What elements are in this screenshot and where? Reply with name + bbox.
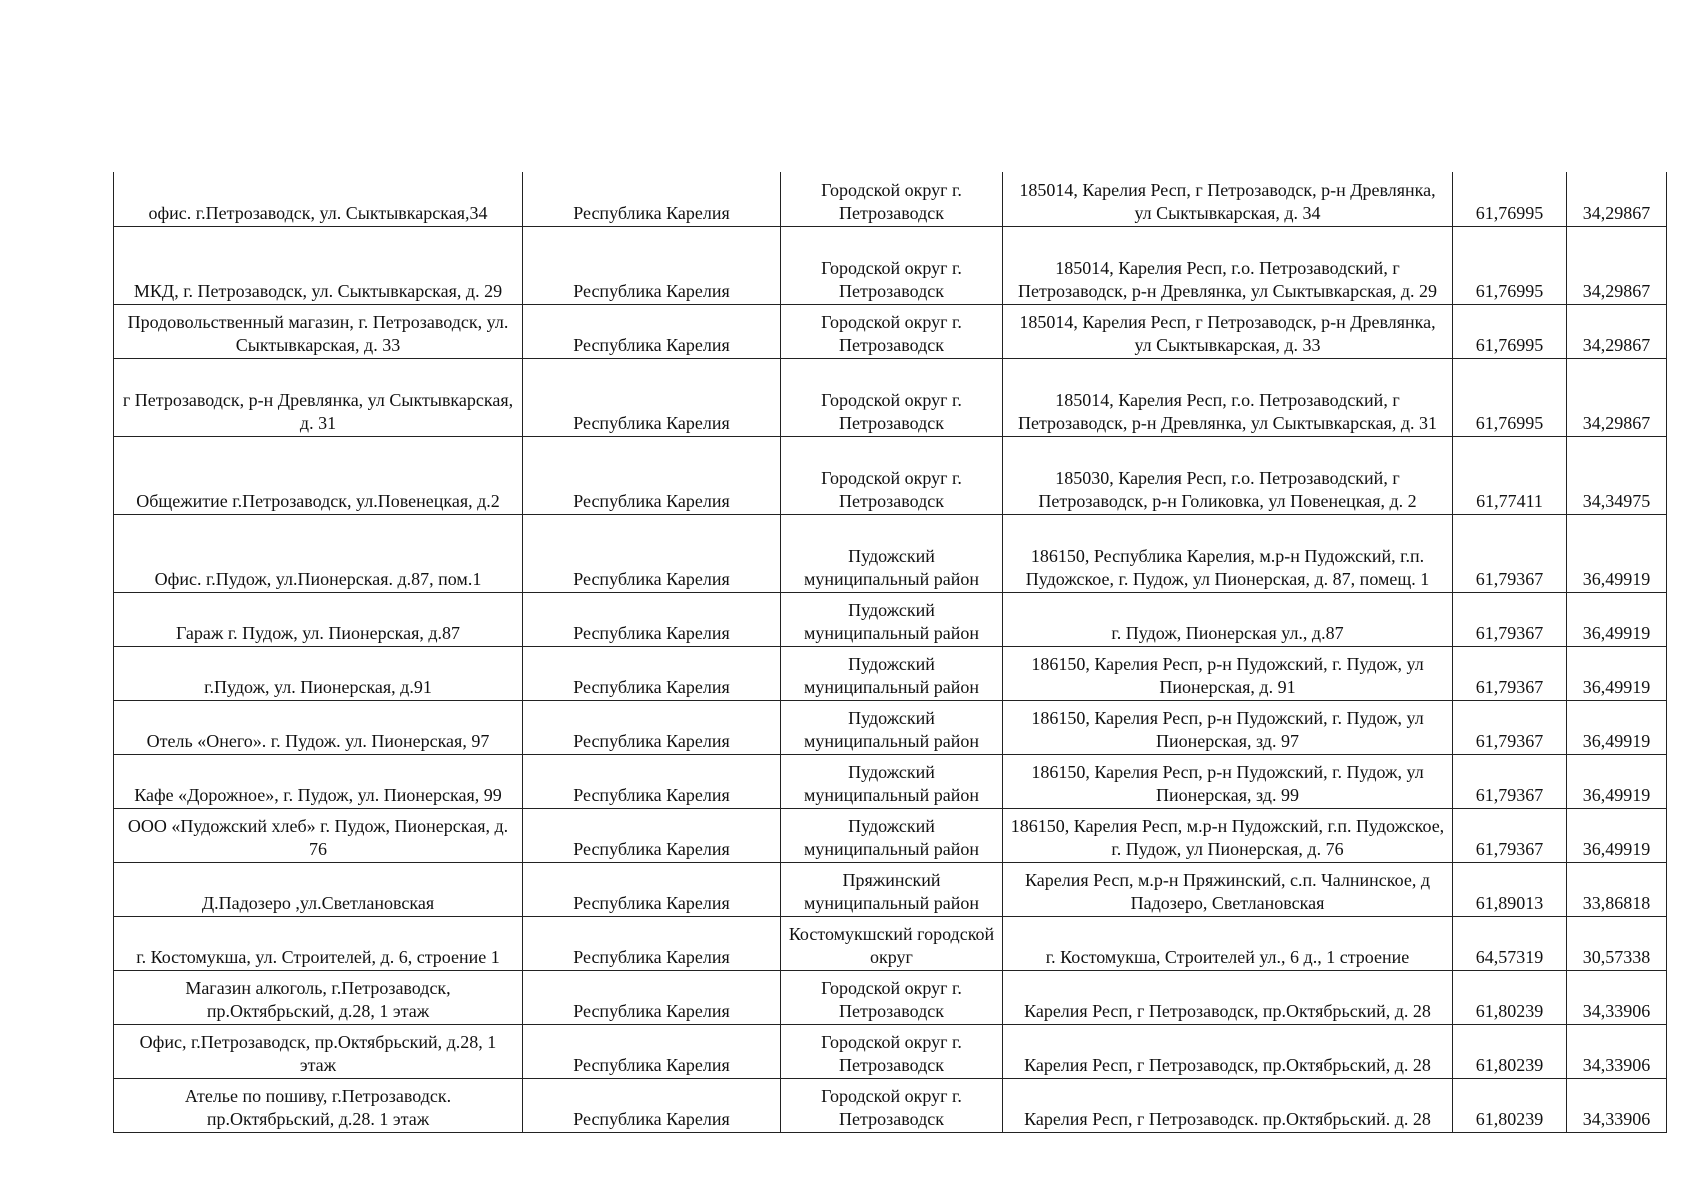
- cell-object-name: Гараж г. Пудож, ул. Пионерская, д.87: [114, 593, 523, 647]
- cell-object-name: МКД, г. Петрозаводск, ул. Сыктывкарская, д. 29: [114, 227, 523, 305]
- cell-address: 186150, Карелия Респ, р-н Пудожский, г. Пудож, ул Пионерская, зд. 99: [1003, 755, 1453, 809]
- cell-longitude: 36,49919: [1567, 515, 1667, 593]
- cell-object-name: Магазин алкоголь, г.Петрозаводск, пр.Октябрьский, д.28, 1 этаж: [114, 971, 523, 1025]
- cell-longitude: 30,57338: [1567, 917, 1667, 971]
- table-row: [114, 227, 1667, 305]
- cell-municipality: Пудожский муниципальный район: [781, 809, 1003, 863]
- cell-longitude: 34,33906: [1567, 1079, 1667, 1133]
- table-row: [114, 1025, 1667, 1079]
- cell-longitude: 36,49919: [1567, 809, 1667, 863]
- cell-region: Республика Карелия: [523, 1025, 781, 1079]
- cell-municipality: Городской округ г. Петрозаводск: [781, 172, 1003, 227]
- cell-region: Республика Карелия: [523, 1079, 781, 1133]
- cell-municipality: Городской округ г. Петрозаводск: [781, 359, 1003, 437]
- cell-latitude: 61,76995: [1453, 359, 1567, 437]
- cell-address: 186150, Карелия Респ, м.р-н Пудожский, г.п. Пудожское, г. Пудож, ул Пионерская, д. 76: [1003, 809, 1453, 863]
- cell-region: Республика Карелия: [523, 809, 781, 863]
- cell-latitude: 61,76995: [1453, 305, 1567, 359]
- cell-address: 186150, Республика Карелия, м.р-н Пудожский, г.п. Пудожское, г. Пудож, ул Пионерская, д. 87, помещ. 1: [1003, 515, 1453, 593]
- cell-region: Республика Карелия: [523, 515, 781, 593]
- cell-municipality: Пудожский муниципальный район: [781, 755, 1003, 809]
- table-row: [114, 971, 1667, 1025]
- cell-object-name: Офис, г.Петрозаводск, пр.Октябрьский, д.28, 1 этаж: [114, 1025, 523, 1079]
- cell-municipality: Городской округ г. Петрозаводск: [781, 971, 1003, 1025]
- cell-municipality: Костомукшский городской округ: [781, 917, 1003, 971]
- table-row: [114, 437, 1667, 515]
- cell-longitude: 34,29867: [1567, 359, 1667, 437]
- cell-object-name: Д.Падозеро ,ул.Светлановская: [114, 863, 523, 917]
- cell-longitude: 36,49919: [1567, 593, 1667, 647]
- cell-municipality: Городской округ г. Петрозаводск: [781, 227, 1003, 305]
- cell-latitude: 64,57319: [1453, 917, 1567, 971]
- cell-address: Карелия Респ, м.р-н Пряжинский, с.п. Чалнинское, д Падозеро, Светлановская: [1003, 863, 1453, 917]
- cell-longitude: 34,33906: [1567, 971, 1667, 1025]
- cell-latitude: 61,79367: [1453, 593, 1567, 647]
- table-row: [114, 809, 1667, 863]
- cell-region: Республика Карелия: [523, 701, 781, 755]
- cell-object-name: Ателье по пошиву, г.Петрозаводск. пр.Октябрьский, д.28. 1 этаж: [114, 1079, 523, 1133]
- cell-region: Республика Карелия: [523, 227, 781, 305]
- cell-municipality: Городской округ г. Петрозаводск: [781, 1025, 1003, 1079]
- table-body: [114, 172, 1667, 1133]
- cell-latitude: 61,80239: [1453, 971, 1567, 1025]
- cell-region: Республика Карелия: [523, 647, 781, 701]
- cell-longitude: 36,49919: [1567, 701, 1667, 755]
- cell-municipality: Городской округ г. Петрозаводск: [781, 437, 1003, 515]
- cell-object-name: Общежитие г.Петрозаводск, ул.Повенецкая, д.2: [114, 437, 523, 515]
- cell-latitude: 61,76995: [1453, 172, 1567, 227]
- cell-municipality: Пудожский муниципальный район: [781, 647, 1003, 701]
- table-row: [114, 515, 1667, 593]
- table-row: [114, 701, 1667, 755]
- cell-latitude: 61,79367: [1453, 647, 1567, 701]
- cell-address: 185014, Карелия Респ, г.о. Петрозаводский, г Петрозаводск, р-н Древлянка, ул Сыктывкарская, д. 29: [1003, 227, 1453, 305]
- cell-longitude: 34,29867: [1567, 172, 1667, 227]
- cell-latitude: 61,89013: [1453, 863, 1567, 917]
- cell-latitude: 61,80239: [1453, 1079, 1567, 1133]
- cell-object-name: г.Пудож, ул. Пионерская, д.91: [114, 647, 523, 701]
- cell-municipality: Городской округ г. Петрозаводск: [781, 1079, 1003, 1133]
- cell-longitude: 34,33906: [1567, 1025, 1667, 1079]
- cell-longitude: 36,49919: [1567, 755, 1667, 809]
- cell-region: Республика Карелия: [523, 863, 781, 917]
- cell-object-name: г Петрозаводск, р-н Древлянка, ул Сыктывкарская, д. 31: [114, 359, 523, 437]
- table-row: [114, 305, 1667, 359]
- cell-object-name: Отель «Онего». г. Пудож. ул. Пионерская, 97: [114, 701, 523, 755]
- cell-region: Республика Карелия: [523, 593, 781, 647]
- table-row: [114, 755, 1667, 809]
- table-row: [114, 172, 1667, 227]
- table-row: [114, 359, 1667, 437]
- cell-longitude: 34,34975: [1567, 437, 1667, 515]
- cell-address: 185014, Карелия Респ, г.о. Петрозаводский, г Петрозаводск, р-н Древлянка, ул Сыктывкарская, д. 31: [1003, 359, 1453, 437]
- cell-address: Карелия Респ, г Петрозаводск. пр.Октябрьский. д. 28: [1003, 1079, 1453, 1133]
- cell-municipality: Пудожский муниципальный район: [781, 593, 1003, 647]
- cell-latitude: 61,79367: [1453, 515, 1567, 593]
- cell-address: 185014, Карелия Респ, г Петрозаводск, р-н Древлянка, ул Сыктывкарская, д. 33: [1003, 305, 1453, 359]
- cell-address: 185014, Карелия Респ, г Петрозаводск, р-н Древлянка, ул Сыктывкарская, д. 34: [1003, 172, 1453, 227]
- cell-region: Республика Карелия: [523, 172, 781, 227]
- cell-address: 186150, Карелия Респ, р-н Пудожский, г. Пудож, ул Пионерская, зд. 97: [1003, 701, 1453, 755]
- cell-municipality: Городской округ г. Петрозаводск: [781, 305, 1003, 359]
- cell-latitude: 61,80239: [1453, 1025, 1567, 1079]
- cell-municipality: Пудожский муниципальный район: [781, 701, 1003, 755]
- cell-address: 186150, Карелия Респ, р-н Пудожский, г. Пудож, ул Пионерская, д. 91: [1003, 647, 1453, 701]
- cell-region: Республика Карелия: [523, 359, 781, 437]
- cell-region: Республика Карелия: [523, 305, 781, 359]
- objects-table: [113, 172, 1667, 1133]
- cell-latitude: 61,79367: [1453, 755, 1567, 809]
- cell-object-name: Продовольственный магазин, г. Петрозаводск, ул. Сыктывкарская, д. 33: [114, 305, 523, 359]
- cell-latitude: 61,77411: [1453, 437, 1567, 515]
- cell-longitude: 34,29867: [1567, 227, 1667, 305]
- cell-object-name: Офис. г.Пудож, ул.Пионерская. д.87, пом.1: [114, 515, 523, 593]
- cell-object-name: офис. г.Петрозаводск, ул. Сыктывкарская,34: [114, 172, 523, 227]
- cell-address: г. Пудож, Пионерская ул., д.87: [1003, 593, 1453, 647]
- table-row: [114, 1079, 1667, 1133]
- cell-region: Республика Карелия: [523, 917, 781, 971]
- cell-latitude: 61,76995: [1453, 227, 1567, 305]
- table-row: [114, 863, 1667, 917]
- cell-municipality: Пудожский муниципальный район: [781, 515, 1003, 593]
- cell-latitude: 61,79367: [1453, 701, 1567, 755]
- cell-object-name: ООО «Пудожский хлеб» г. Пудож, Пионерская, д. 76: [114, 809, 523, 863]
- cell-region: Республика Карелия: [523, 437, 781, 515]
- cell-address: Карелия Респ, г Петрозаводск, пр.Октябрьский, д. 28: [1003, 971, 1453, 1025]
- table-row: [114, 593, 1667, 647]
- table-row: [114, 917, 1667, 971]
- cell-longitude: 36,49919: [1567, 647, 1667, 701]
- cell-address: 185030, Карелия Респ, г.о. Петрозаводский, г Петрозаводск, р-н Голиковка, ул Повенецкая, д. 2: [1003, 437, 1453, 515]
- cell-latitude: 61,79367: [1453, 809, 1567, 863]
- cell-region: Республика Карелия: [523, 755, 781, 809]
- cell-object-name: Кафе «Дорожное», г. Пудож, ул. Пионерская, 99: [114, 755, 523, 809]
- cell-address: Карелия Респ, г Петрозаводск, пр.Октябрьский, д. 28: [1003, 1025, 1453, 1079]
- cell-object-name: г. Костомукша, ул. Строителей, д. 6, строение 1: [114, 917, 523, 971]
- cell-region: Республика Карелия: [523, 971, 781, 1025]
- cell-longitude: 34,29867: [1567, 305, 1667, 359]
- cell-municipality: Пряжинский муниципальный район: [781, 863, 1003, 917]
- table-row: [114, 647, 1667, 701]
- cell-longitude: 33,86818: [1567, 863, 1667, 917]
- cell-address: г. Костомукша, Строителей ул., 6 д., 1 строение: [1003, 917, 1453, 971]
